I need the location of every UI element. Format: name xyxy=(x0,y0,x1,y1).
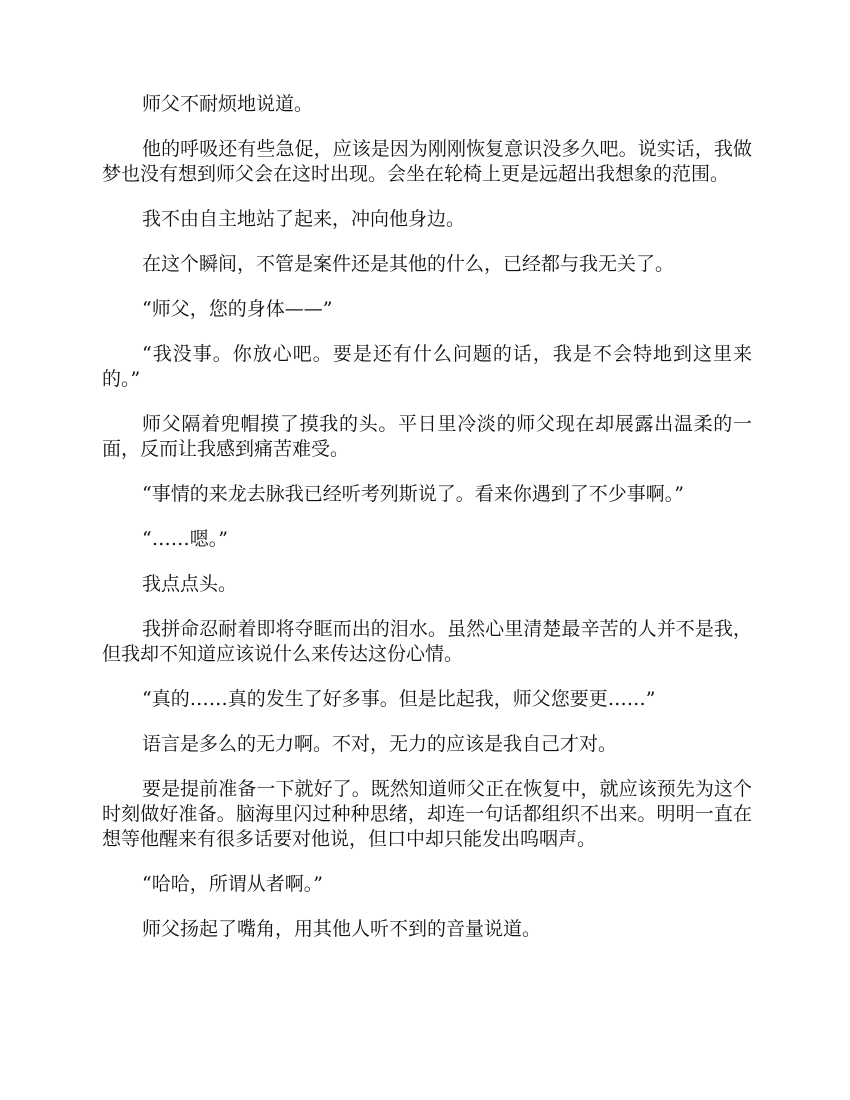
paragraph: 要是提前准备一下就好了。既然知道师父正在恢复中，就应该预先为这个时刻做好准备。脑海里闪过种种思绪，却连一句话都组织不出来。明明一直在想等他醒来有很多话要对他说，但口中却只能发出呜咽声。 xyxy=(102,778,752,850)
paragraph: 我不由自主地站了起来，冲向他身边。 xyxy=(142,208,466,230)
paragraph: 师父不耐烦地说道。 xyxy=(142,93,314,115)
paragraph: “我没事。你放心吧。要是还有什么问题的话，我是不会特地到这里来的。” xyxy=(102,343,752,390)
paragraph: “哈哈，所谓从者啊。” xyxy=(142,873,323,895)
paragraph: “师父，您的身体——” xyxy=(142,298,333,320)
paragraph: 我拼命忍耐着即将夺眶而出的泪水。虽然心里清楚最辛苦的人并不是我，但我却不知道应该说什么来传达这份心情。 xyxy=(102,618,752,665)
paragraph: 师父隔着兜帽摸了摸我的头。平日里冷淡的师父现在却展露出温柔的一面，反而让我感到痛苦难受。 xyxy=(102,413,752,460)
paragraph: 他的呼吸还有些急促，应该是因为刚刚恢复意识没多久吧。说实话，我做梦也没有想到师父会在这时出现。会坐在轮椅上更是远超出我想象的范围。 xyxy=(102,138,752,185)
paragraph: 在这个瞬间，不管是案件还是其他的什么，已经都与我无关了。 xyxy=(142,253,675,275)
paragraph: “事情的来龙去脉我已经听考列斯说了。看来你遇到了不少事啊。” xyxy=(142,483,684,505)
paragraph: “……嗯。” xyxy=(142,528,228,550)
paragraph: 语言是多么的无力啊。不对，无力的应该是我自己才对。 xyxy=(142,733,618,755)
text-body xyxy=(102,92,752,962)
paragraph: “真的……真的发生了好多事。但是比起我，师父您要更……” xyxy=(142,688,656,710)
paragraph: 我点点头。 xyxy=(142,573,238,595)
paragraph: 师父扬起了嘴角，用其他人听不到的音量说道。 xyxy=(142,918,542,940)
